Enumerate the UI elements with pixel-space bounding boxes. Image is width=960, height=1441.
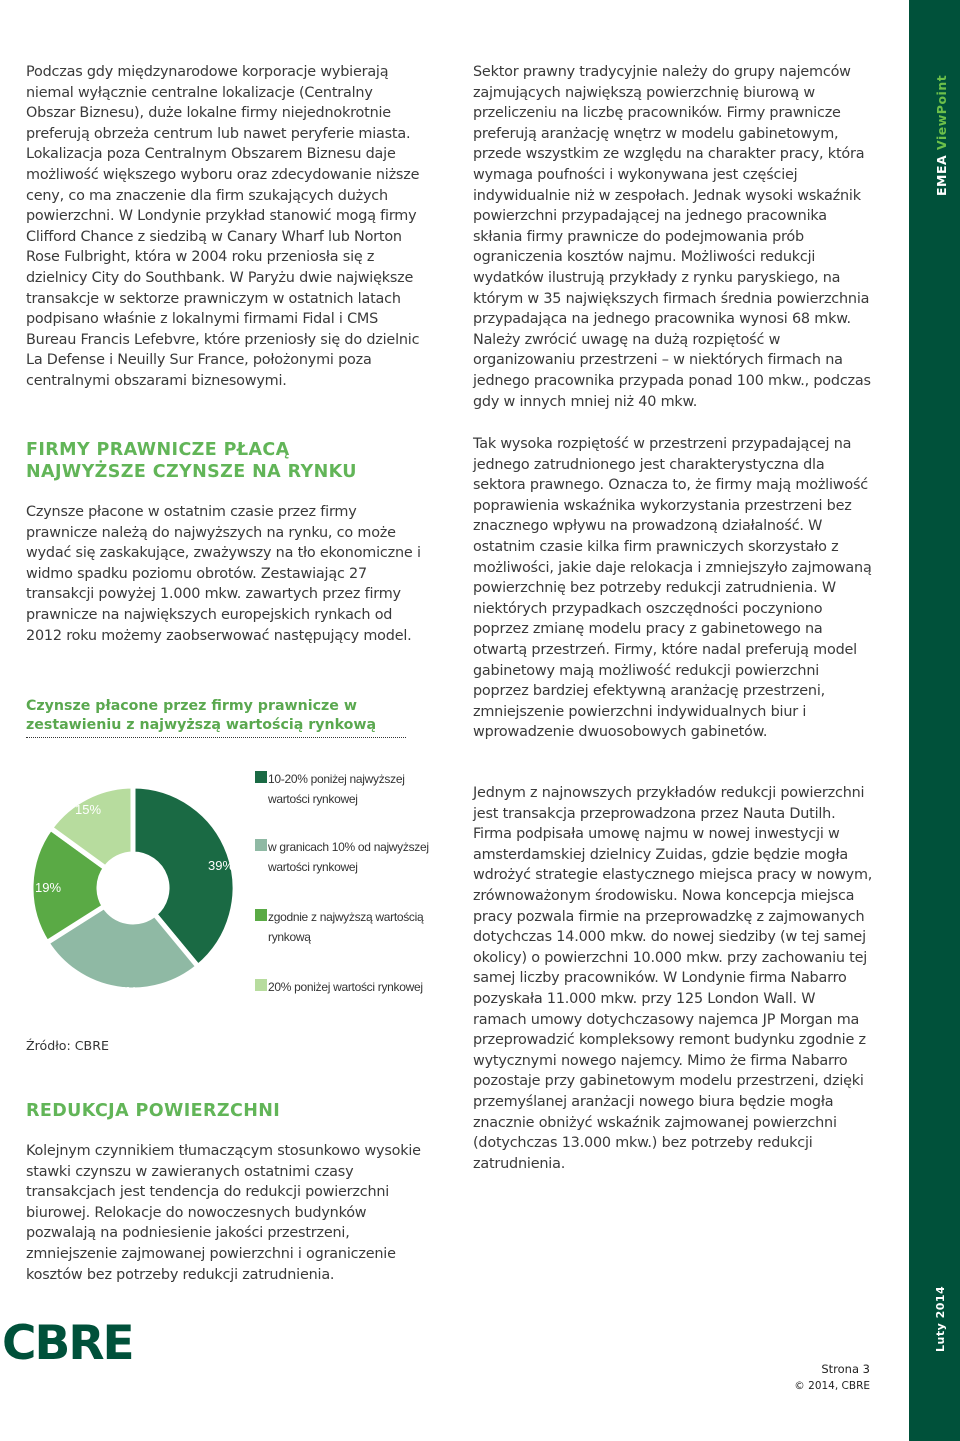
issue-date: Luty 2014 (934, 1285, 947, 1352)
legend-swatch-2 (255, 839, 267, 851)
legend-label: 10-20% poniżej najwyższej wartości rynkowej (268, 772, 405, 806)
heading-rent: FIRMY PRAWNICZE PŁACĄ NAJWYŻSZE CZYNSZE NA RYNKU (26, 440, 357, 482)
brand-emea: EMEA (934, 149, 949, 196)
donut-chart (20, 748, 260, 1038)
donut-label-2: 27% (111, 984, 138, 999)
donut-label-4: 15% (75, 802, 102, 817)
cbre-logo (0, 1317, 170, 1367)
brand-viewpoint (934, 75, 949, 196)
chart-source: Źródło: CBRE (26, 1038, 109, 1053)
right-paragraph-1: Sektor prawny tradycyjnie należy do grupy najemców zajmujących największą powierzchnię biurową w przeliczeniu na liczbę pracowników. Firmy prawnicze preferują aranżację wnętrz w modelu gabinetowym, przede wszystkim ze względu na charakter pracy, która wymaga poufności i wykonywana jest częściej indywidualnie niż w zespołach. Jednak wysoki wskaźnik powierzchni przypadającej na jednego pracownika skłania firmy prawnicze do podejmowania prób ograniczenia kosztów najmu. Możliwości redukcji wydatków ilustrują przykłady z rynku paryskiego, na którym w 35 największych firmach średnia powierzchnia przypadająca na jednego pracownika wynosi 68 mkw. Należy zwrócić uwagę na dużą rozpiętość w organizowaniu przestrzeni – w niektórych firmach na jednego pracownika przypada ponad 100 mkw., podczas gdy w innych mniej niż 40 mkw. (473, 64, 871, 410)
intro-paragraph: Podczas gdy międzynarodowe korporacje wybierają niemal wyłącznie centralne lokalizacje (Centralny Obszar Biznesu), duże lokalne firmy niejednokrotnie preferują obrzeża centrum lub nawet peryferie miasta. Lokalizacja poza Centralnym Obszarem Biznesu daje możliwość większego wyboru oraz zdecydowanie niższe ceny, co ma znaczenie dla firm szukających dużych powierzchni. W Londynie przykład stanowić mogą firmy Clifford Chance z siedzibą w Canary Wharf lub Norton Rose Fulbright, która w 2004 roku przeniosła się z dzielnicy City do Southbank. W Paryżu dwie największe transakcje w sektorze prawniczym w ostatnich latach podpisano właśnie z lokalnymi firmami Fidal i CMS Bureau Francis Lefebvre, które przeniosły się do dzielnic La Defense i Neuilly Sur France, położonymi poza centralnymi obszarami biznesowymi. (26, 64, 420, 389)
legend-swatch-1 (255, 771, 267, 783)
donut-label-1: 39% (208, 858, 235, 873)
legend-label: 20% poniżej wartości rynkowej (268, 980, 423, 994)
legend-swatch-3 (255, 909, 267, 921)
legend-label: zgodnie z najwyższą wartością rynkową (268, 910, 424, 944)
heading-reduction: REDUKCJA POWIERZCHNI (26, 1101, 281, 1121)
copyright: © 2014, CBRE (794, 1380, 870, 1392)
legend-label: w granicach 10% od najwyższej wartości rynkowej (268, 840, 429, 874)
donut-label-3: 19% (35, 880, 62, 895)
brand-viewpoint-word: ViewPoint (934, 74, 949, 150)
legend-swatch-4 (255, 979, 267, 991)
rent-paragraph: Czynsze płacone w ostatnim czasie przez firmy prawnicze należą do najwyższych na rynku, co może wydać się zaskakujące, zważywszy na tło ekonomiczne i widmo spadku poziomu obrotów. Zestawiając 27 transakcji powyżej 1.000 mkw. zawartych przez firmy prawnicze na największych europejskich rynkach od 2012 roku możemy zaobserwować następujący model. (26, 504, 421, 644)
right-paragraph-3: Jednym z najnowszych przykładów redukcji powierzchni jest transakcja przeprowadzona przez Nauta Dutilh. Firma podpisała umowę najmu w nowej inwestycji w amsterdamskiej dzielnicy Zuidas, gdzie będzie mogła wdrożyć strategie elastycznego miejsca pracy w nowym, zrównoważonym środowisku. Nowa koncepcja miejsca pracy pozwala firmie na przeprowadzkę z zajmowanych dotychczas 14.000 mkw. do nowej siedziby (w tej samej okolicy) o powierzchni 10.000 mkw. przy zachowaniu tej samej liczby pracowników. W Londynie firma Nabarro pozyskała 11.000 mkw. przy 125 London Wall. W ramach umowy dotychczasowy najemca JP Morgan ma przeprowadzić kompleksowy remont budynku zgodnie z wytycznymi nowego najemcy. Mimo że firma Nabarro pozostaje przy gabinetowym modelu przestrzeni, dzięki przemyślanej aranżacji nowego biura będzie mogła znacznie obniżyć wskaźnik zajmowanej powierzchni (dotychczas 13.000 mkw.) bez potrzeby redukcji zatrudnienia. (473, 785, 873, 1172)
sidebar-band (909, 0, 960, 1441)
right-paragraph-2: Tak wysoka rozpiętość w przestrzeni przypadającej na jednego zatrudnionego jest charakterystyczna dla sektora prawnego. Oznacza to, że firmy mają możliwość poprawienia wskaźnika wykorzystania przestrzeni bez znacznego wpływu na prowadzoną działalność. W ostatnim czasie kilka firm prawniczych skorzystało z możliwości, jakie daje relokacja i zmniejszyło zajmowaną powierzchnię bez potrzeby redukcji zatrudnienia. W niektórych przypadkach oszczędności poczyniono poprzez zmianę modelu pracy z gabinetowego na otwartą przestrzeń. Firmy, które nadal preferują model gabinetowy mają możliwość redukcji powierzchni poprzez bardziej efektywną aranżację przestrzeni, zmniejszenie powierzchni indywidualnych biur i wprowadzenie dwuosobowych gabinetów. (473, 436, 872, 741)
chart-title: Czynsze płacone przez firmy prawnicze w zestawieniu z najwyższą wartością rynkową (26, 697, 406, 738)
page-number: Strona 3 (821, 1362, 870, 1376)
logo-text: CBRE (2, 1317, 133, 1367)
reduction-paragraph: Kolejnym czynnikiem tłumaczącym stosunkowo wysokie stawki czynszu w zawieranych ostatnimi czasy transakcjach jest tendencja do redukcji powierzchni biurowej. Relokacje do nowoczesnych budynków pozwalają na podniesienie jakości przestrzeni, zmniejszenie zajmowanej powierzchni i ograniczenie kosztów bez potrzeby redukcji zatrudnienia. (26, 1143, 421, 1283)
